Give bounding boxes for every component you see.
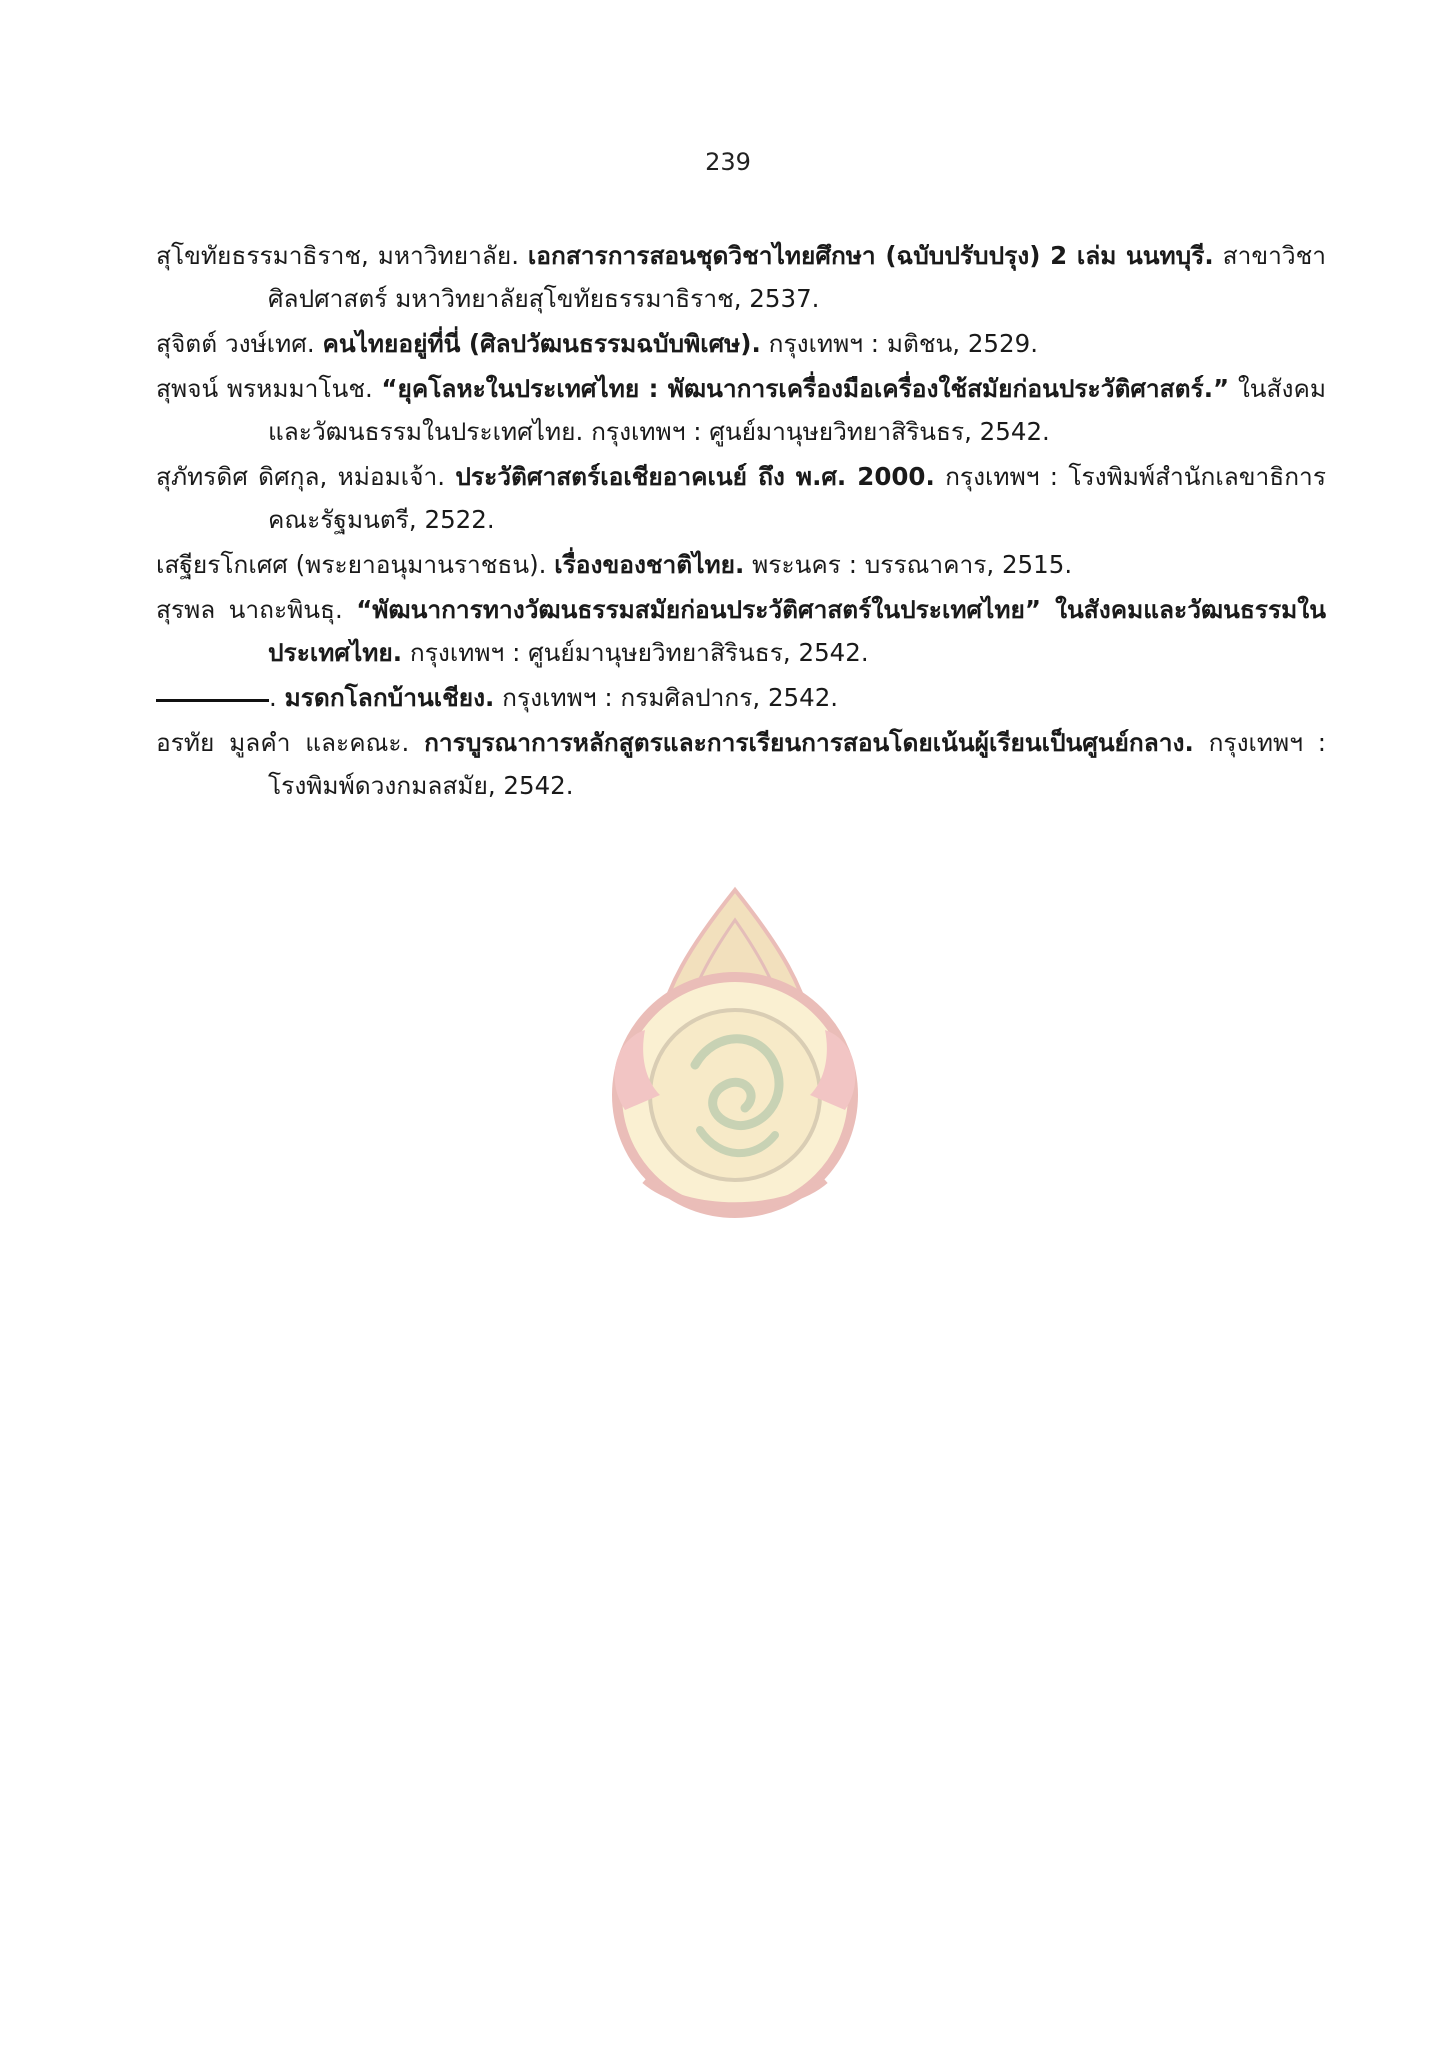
reference-author: สุโขทัยธรรมาธิราช, มหาวิทยาลัย.: [156, 241, 519, 270]
reference-publication: กรุงเทพฯ : โรงพิมพ์สำนักเลขาธิการคณะรัฐมนตรี, 2522.: [268, 462, 1326, 534]
reference-item: [156, 721, 1326, 807]
reference-publication: กรุงเทพฯ : มติชน, 2529.: [768, 329, 1038, 358]
reference-title: การบูรณาการหลักสูตรและการเรียนการสอนโดยเน้นผู้เรียนเป็นศูนย์กลาง.: [424, 728, 1194, 757]
reference-author: สุภัทรดิศ ดิศกุล, หม่อมเจ้า.: [156, 462, 446, 491]
reference-title: มรดกโลกบ้านเชียง.: [284, 683, 495, 712]
reference-title: คนไทยอยู่ที่นี่ (ศิลปวัฒนธรรมฉบับพิเศษ).: [322, 329, 761, 358]
reference-author: .: [269, 683, 277, 712]
reference-author: สุพจน์ พรหมมาโนช.: [156, 374, 373, 403]
reference-publication: กรุงเทพฯ : ศูนย์มานุษยวิทยาสิรินธร, 2542.: [409, 638, 869, 667]
reference-title: “ยุคโลหะในประเทศไทย : พัฒนาการเครื่องมือเครื่องใช้สมัยก่อนประวัติศาสตร์.”: [381, 374, 1230, 403]
reference-item: [156, 367, 1326, 453]
obec-seal-watermark: [585, 880, 885, 1220]
reference-author: สุจิตต์ วงษ์เทศ.: [156, 329, 315, 358]
reference-item: [156, 588, 1326, 674]
reference-item: [156, 234, 1326, 320]
reference-title: เรื่องของชาติไทย.: [554, 550, 745, 579]
reference-publication: ในสังคมและวัฒนธรรมในประเทศไทย. กรุงเทพฯ : ศูนย์มานุษยวิทยาสิรินธร, 2542.: [268, 374, 1326, 446]
reference-publication: กรุงเทพฯ : กรมศิลปากร, 2542.: [502, 683, 839, 712]
repeated-author-line: [156, 699, 269, 702]
reference-publication: พระนคร : บรรณาคาร, 2515.: [752, 550, 1073, 579]
reference-item: [156, 455, 1326, 541]
reference-item: [156, 676, 1326, 719]
reference-publication: สาขาวิชาศิลปศาสตร์ มหาวิทยาลัยสุโขทัยธรรมาธิราช, 2537.: [268, 241, 1326, 313]
reference-author: อรทัย มูลคำ และคณะ.: [156, 728, 410, 757]
reference-author: สุรพล นาถะพินธุ.: [156, 595, 343, 624]
reference-title: “พัฒนาการทางวัฒนธรรมสมัยก่อนประวัติศาสตร์ในประเทศไทย” ในสังคมและวัฒนธรรมในประเทศไทย.: [268, 595, 1326, 667]
page-number: 239: [705, 148, 751, 176]
reference-item: [156, 543, 1326, 586]
reference-author: เสฐียรโกเศศ (พระยาอนุมานราชธน).: [156, 550, 547, 579]
reference-publication: กรุงเทพฯ : โรงพิมพ์ดวงกมลสมัย, 2542.: [268, 728, 1326, 800]
reference-title: ประวัติศาสตร์เอเชียอาคเนย์ ถึง พ.ศ. 2000.: [455, 462, 935, 491]
reference-title: เอกสารการสอนชุดวิชาไทยศึกษา (ฉบับปรับปรุง) 2 เล่ม นนทบุรี.: [527, 241, 1214, 270]
reference-item: [156, 322, 1326, 365]
reference-list: [156, 234, 1326, 809]
